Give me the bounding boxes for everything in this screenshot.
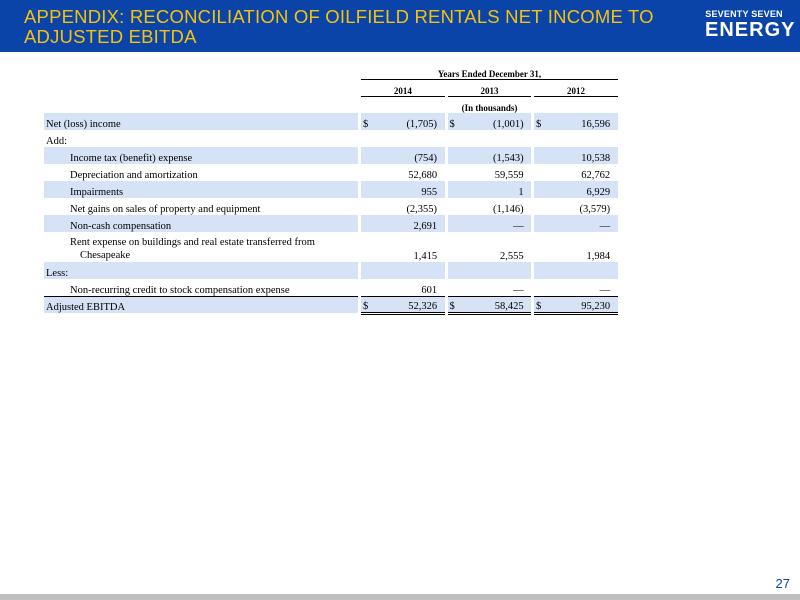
table-row [44, 215, 618, 232]
row-label: Net gains on sales of property and equipment [70, 204, 261, 215]
row-label-line2: Chesapeake [80, 250, 131, 261]
year-2012: 2012 [534, 79, 618, 96]
row-label: Non-cash compensation [44, 215, 358, 232]
value-2012: (3,579) [579, 204, 611, 215]
value-2013: (1,001) [461, 113, 526, 130]
value-2012: 6,929 [548, 181, 613, 198]
value-2013: 2,555 [499, 251, 524, 262]
table-row [44, 181, 618, 198]
row-label: Impairments [44, 181, 358, 198]
table-row-total [44, 296, 618, 313]
currency-symbol: $ [361, 113, 375, 130]
table-row [44, 262, 618, 279]
value-2013: (1,146) [492, 204, 524, 215]
value-2014: 955 [375, 181, 440, 198]
value-2013: 58,425 [461, 296, 526, 313]
section-label-add: Add: [46, 136, 67, 147]
value-2013: (1,543) [461, 147, 526, 164]
table-row [44, 232, 618, 262]
row-label: Net (loss) income [44, 113, 358, 130]
slide-header [0, 0, 800, 52]
value-2012: 16,596 [548, 113, 613, 130]
year-2013: 2013 [448, 79, 532, 96]
table-row [44, 198, 618, 215]
footer-bar [0, 594, 800, 600]
year-2014: 2014 [361, 79, 445, 96]
units-row [44, 96, 618, 113]
table-row [44, 130, 618, 147]
slide-title: APPENDIX: RECONCILIATION OF OILFIELD RENTALS NET INCOME TO ADJUSTED EBITDA [24, 6, 654, 47]
value-2014: (2,355) [406, 204, 438, 215]
value-2012: 95,230 [548, 296, 613, 313]
row-label-line1: Rent expense on buildings and real estate transferred from [70, 237, 315, 248]
units-label: (In thousands) [461, 103, 518, 113]
row-label: Depreciation and amortization [70, 170, 198, 181]
reconciliation-table [44, 62, 618, 315]
row-label: Adjusted EBITDA [44, 296, 358, 313]
value-2014: 1,415 [413, 251, 438, 262]
row-label [44, 232, 358, 262]
value-2014: (1,705) [375, 113, 440, 130]
value-2012: — [548, 215, 613, 232]
value-2014: 52,326 [375, 296, 440, 313]
value-2012: — [599, 284, 611, 296]
currency-symbol: $ [361, 296, 375, 313]
table-row [44, 279, 618, 296]
row-label: Non-recurring credit to stock compensation expense [70, 284, 290, 296]
logo-text-top: SEVENTY SEVEN [705, 9, 783, 19]
value-2012: 62,762 [581, 170, 611, 181]
currency-symbol: $ [448, 296, 462, 313]
period-header-row [44, 62, 618, 79]
table-row [44, 164, 618, 181]
table-row [44, 147, 618, 164]
value-2013: — [513, 284, 524, 296]
value-2014: 2,691 [375, 215, 440, 232]
value-2012: 1,984 [586, 251, 611, 262]
value-2014: (754) [375, 147, 440, 164]
company-logo [705, 9, 796, 43]
value-2012: 10,538 [548, 147, 613, 164]
currency-symbol: $ [448, 113, 462, 130]
currency-symbol: $ [534, 113, 548, 130]
section-label-less: Less: [44, 262, 358, 279]
logo-text-bottom: ENERGY [705, 19, 796, 41]
currency-symbol: $ [534, 296, 548, 313]
value-2013: 59,559 [494, 170, 524, 181]
table-row [44, 113, 618, 130]
value-2013: 1 [461, 181, 526, 198]
value-2013: — [461, 215, 526, 232]
year-header-row [44, 79, 618, 96]
page-number: 27 [775, 576, 790, 591]
row-label: Income tax (benefit) expense [44, 147, 358, 164]
value-2014: 52,680 [408, 170, 438, 181]
period-header: Years Ended December 31, [361, 62, 618, 79]
value-2014: 601 [421, 284, 438, 296]
